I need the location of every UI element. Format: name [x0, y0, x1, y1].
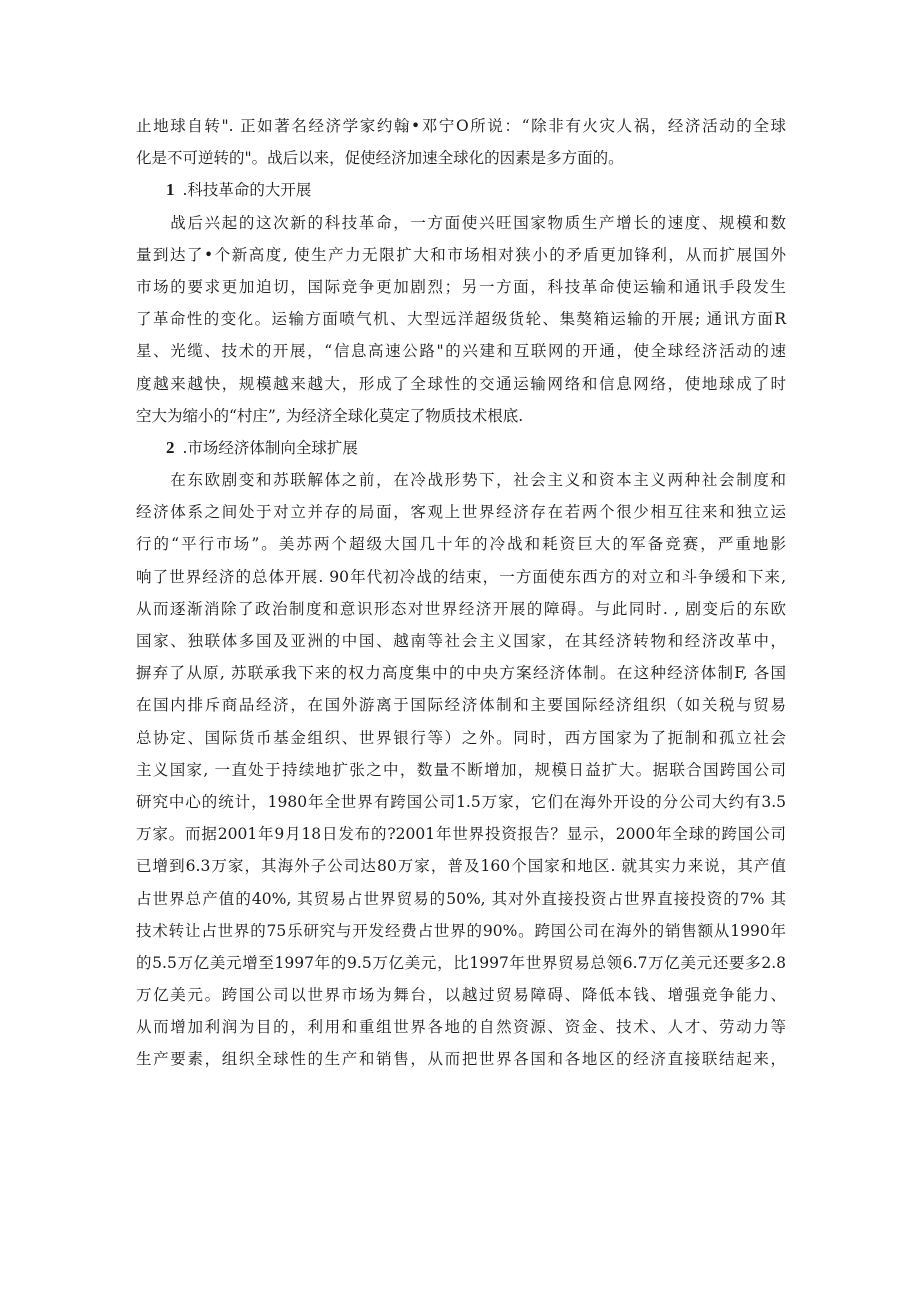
text-line: 度越来越快，规模越来越大，形成了全球性的交通运输网络和信息网络，使地球成了时: [136, 374, 786, 393]
section-number: 2: [166, 437, 175, 457]
text-line: 摒弃了从原, 苏联承我下来的权力高度集中的中央方案经济体制。在这种经济体制F, 各国: [136, 664, 786, 683]
text-line: 万亿美元。跨国公司以世界市场为舞台，以越过贸易障碍、降低本钱、增强竞争能力、: [136, 986, 786, 1005]
text-line: 从而逐渐消除了政治制度和意识形态对世界经济开展的障碍。与此同时. , 剧变后的东欧: [136, 599, 786, 618]
text-line: 万家。而据2001年9月18日发布的?2001年世界投资报告？显示，2000年全球的跨国公司: [136, 825, 786, 844]
text-line: 研究中心的统计，1980年全世界有跨国公司1.5万家，它们在海外开设的分公司大约有3.5: [136, 792, 786, 811]
text-line: 占世界总产值的40%, 其贸易占世界贸易的50%, 其对外直接投资占世界直接投资的7% 其: [136, 889, 786, 908]
text-line: 行的“平行市场”。美苏两个超级大国几十年的冷战和耗资巨大的军备竞赛，严重地影: [136, 535, 786, 554]
text-line: 经济体系之间处于对立并存的局面，客观上世界经济存在若两个很少相互往来和独立运: [136, 503, 786, 522]
paragraph: [136, 207, 786, 432]
text-line: 已增到6.3万家，其海外子公司达80万家，普及160个国家和地区. 就其实力来说，其产值: [136, 857, 786, 876]
section-title: .科技革命的大开展: [182, 181, 312, 200]
section-heading-1: [136, 174, 786, 206]
text-line: 了革命性的变化。运输方面喷气机、大型远洋超级货轮、集獒箱运输的开展; 通讯方面R: [136, 310, 786, 329]
document-page: [136, 110, 786, 1076]
text-line: 技术转让占世界的75乐研究与开发经费占世界的90%。跨国公司在海外的销售额从1990年: [136, 921, 786, 940]
section-number: 1: [166, 180, 175, 200]
text-line: 的5.5万亿美元增至1997年的9.5万亿美元，比1997年世界贸易总领6.7万亿美元还要多2.8: [136, 953, 786, 972]
text-line: 量到达了•个新高度, 使生产力无限扩大和市场相对狭小的矛盾更加锋利，从而扩展国外: [136, 245, 786, 264]
paragraph: [136, 110, 786, 174]
text-line: 星、光缆、技术的开展，“信息高速公路"的兴建和互联网的开通，使全球经济活动的速: [136, 342, 786, 361]
text-line: 市场的要求更加迫切，国际竞争更加剧烈；另一方面，科技革命使运输和通讯手段发生: [136, 277, 786, 296]
text-line: 生产要素，组织全球性的生产和销售，从而把世界各国和各地区的经济直接联结起来，: [136, 1050, 786, 1069]
text-line: 化是不可逆转的"。战后以来，促使经济加速全球化的因素是多方面的。: [136, 149, 624, 168]
text-line: 止地球自转". 正如著名经济学家约翰•邓宁O所说：“除非有火灾人祸，经济活动的全球: [136, 117, 786, 135]
text-line: 响了世界经济的总体开展. 90年代初冷战的结束，一方面使东西方的对立和斗争缓和下来,: [136, 567, 786, 586]
text-line: 从而增加利润为目的，利用和重组世界各地的自然资源、资金、技术、人才、劳动力等: [136, 1018, 786, 1037]
text-line: 战后兴起的这次新的科技革命，一方面使兴旺国家物质生产增长的速度、规模和数: [136, 213, 786, 232]
text-line: 国家、独联体多国及亚洲的中国、越南等社会主义国家，在其经济转物和经济改革中，: [136, 632, 786, 650]
text-line: 在国内排斥商品经济，在国外游离于国际经济体制和主要国际经济组织（如关税与贸易: [136, 696, 786, 715]
text-line: 在东欧剧变和苏联解体之前，在冷战形势下，社会主义和资本主义两种社会制度和: [136, 471, 786, 490]
paragraph: [136, 464, 786, 1076]
text-line: 空大为缩小的“村庄”, 为经济全球化莫定了物质技术根底.: [136, 406, 524, 425]
section-title: .市场经济体制向全球扩展: [182, 438, 358, 457]
text-line: 总协定、国际货币基金组织、世界银行等）之外。同时，西方国家为了扼制和孤立社会: [136, 728, 786, 747]
text-line: 主义国家, 一直处于持续地扩张之中，数量不断增加，规模日益扩大。据联合国跨国公司: [136, 760, 786, 779]
section-heading-2: [136, 432, 786, 464]
